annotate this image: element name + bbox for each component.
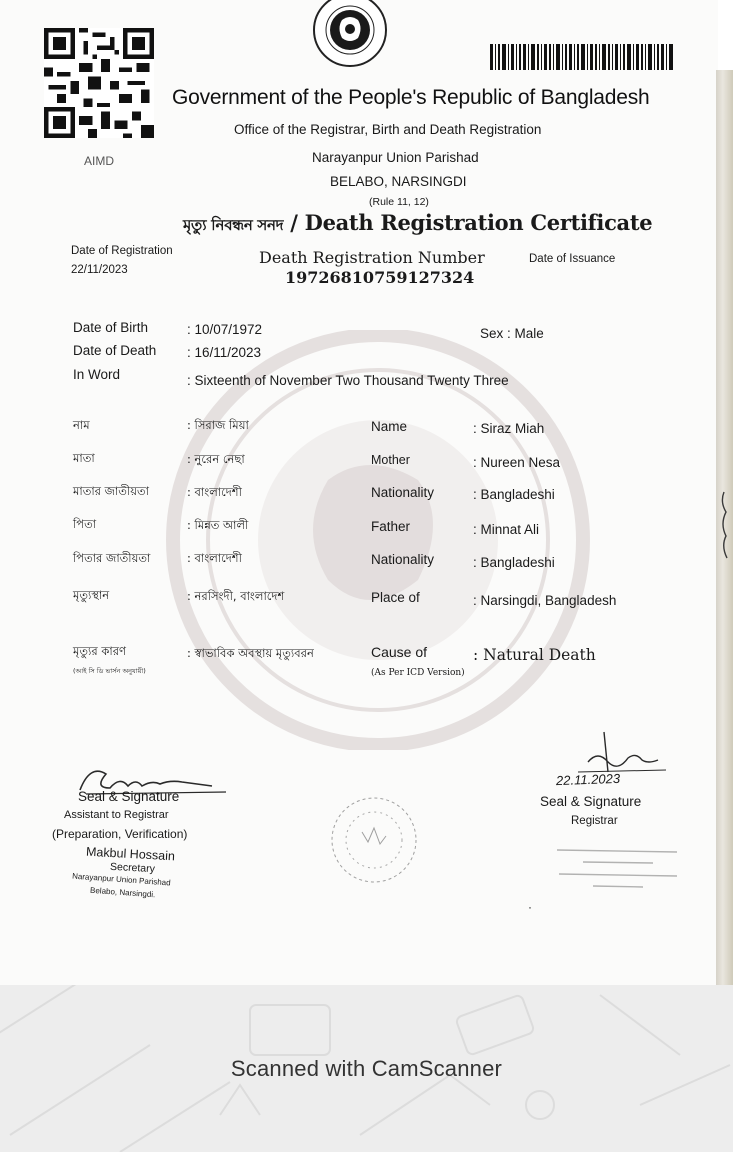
- mother-value: : Nureen Nesa: [473, 455, 561, 470]
- icd-version-note: (As Per ICD Version): [371, 668, 465, 678]
- bangla-name-label: নাম: [73, 418, 90, 432]
- certificate-title-bangla: মৃত্যু নিবন্ধন সনদ: [183, 216, 284, 234]
- certificate-title: [183, 210, 652, 239]
- place-of-death-label: Place of: [371, 590, 420, 605]
- stamp-organization: Narayanpur Union Parishad: [71, 871, 171, 888]
- union-parishad: Narayanpur Union Parishad: [312, 150, 479, 165]
- place-of-death-value: : Narsingdi, Bangladesh: [473, 593, 617, 608]
- office-location: BELABO, NARSINGDI: [330, 174, 467, 189]
- edge-handwriting-icon: [716, 490, 733, 570]
- bangla-place-of-death-value: : নরসিংদী, বাংলাদেশ: [187, 589, 285, 603]
- stamp-place: Belabo, Narsingdi.: [89, 885, 156, 900]
- registration-date-label: Date of Registration: [71, 245, 173, 257]
- bangla-mother-nationality-value: : বাংলাদেশী: [187, 485, 242, 499]
- cause-of-death-label: Cause of: [371, 644, 428, 660]
- registrar-signature-date: 22.11.2023: [555, 770, 621, 789]
- bangla-mother-label: মাতা: [73, 451, 95, 465]
- father-nationality-label: Nationality: [371, 552, 435, 567]
- scanner-watermark-text: Scanned with CamScanner: [230, 1056, 503, 1081]
- bangla-cause-of-death-label: মৃত্যুর কারণ: [73, 644, 126, 658]
- watermark-seal-icon: [148, 330, 608, 750]
- cause-of-death-value: : Natural Death: [473, 646, 596, 664]
- date-of-death-value: : 16/11/2023: [187, 345, 262, 360]
- bangla-place-of-death-label: মৃত্যুস্থান: [73, 588, 110, 602]
- sex-field: Sex : Male: [480, 326, 544, 341]
- registrar-seal-signature: Seal & Signature: [540, 794, 642, 809]
- office-seal-icon: [320, 792, 428, 888]
- bangla-father-value: : মিন্নত আলী: [187, 518, 249, 532]
- mother-nationality-value: : Bangladeshi: [473, 487, 555, 502]
- mother-label: Mother: [371, 453, 410, 467]
- name-value: : Siraz Miah: [473, 421, 545, 436]
- father-label: Father: [371, 519, 411, 534]
- barcode-icon: [490, 44, 674, 70]
- date-of-birth-value: : 10/07/1972: [187, 322, 263, 337]
- name-label: Name: [371, 419, 408, 434]
- bangla-name-value: : সিরাজ মিয়া: [187, 418, 249, 432]
- bangla-father-nationality-label: পিতার জাতীয়তা: [73, 551, 151, 565]
- bangla-mother-nationality-label: মাতার জাতীয়তা: [73, 484, 149, 498]
- stamp-title: Secretary: [109, 860, 156, 876]
- stray-mark: ·: [528, 900, 532, 914]
- stamp-name: Makbul Hossain: [85, 844, 176, 864]
- in-word-label: In Word: [73, 367, 121, 382]
- bangla-icd-note: (আই সি ডি ভার্সন অনুযায়ী): [73, 667, 146, 675]
- father-nationality-value: : Bangladeshi: [473, 555, 555, 570]
- qr-code-label: AIMD: [84, 154, 114, 168]
- certificate-title-separator: /: [283, 210, 305, 235]
- registrar-title: Registrar: [571, 815, 618, 827]
- rule-reference: (Rule 11, 12): [369, 196, 429, 208]
- assistant-seal-signature: Seal & Signature: [78, 789, 180, 804]
- death-registration-number-value: 19726810759127324: [285, 268, 475, 287]
- mother-nationality-label: Nationality: [371, 485, 435, 500]
- bangla-cause-of-death-value: : স্বাভাবিক অবস্থায় মৃত্যুবরন: [187, 646, 314, 660]
- date-of-death-label: Date of Death: [73, 343, 157, 358]
- assistant-title: Assistant to Registrar: [64, 809, 169, 821]
- certificate-title-english: Death Registration Certificate: [304, 210, 653, 235]
- bangla-father-label: পিতা: [73, 517, 97, 531]
- date-of-birth-label: Date of Birth: [73, 320, 149, 335]
- in-word-value: : Sixteenth of November Two Thousand Twenty Three: [187, 373, 509, 388]
- bangladesh-government-emblem-icon: [306, 0, 394, 68]
- registrar-office: Office of the Registrar, Birth and Death Registration: [234, 122, 542, 137]
- assistant-role: (Preparation, Verification): [52, 827, 188, 841]
- issuance-date-label: Date of Issuance: [529, 253, 616, 265]
- death-registration-number-label: Death Registration Number: [259, 248, 485, 267]
- registration-date-value: 22/11/2023: [71, 264, 128, 276]
- father-value: : Minnat Ali: [473, 522, 540, 537]
- registrar-stamp-icon: [553, 842, 683, 892]
- qr-code-icon: [44, 28, 154, 138]
- bangla-father-nationality-value: : বাংলাদেশী: [187, 551, 242, 565]
- bangla-mother-value: : নুরেন নেছা: [187, 452, 245, 466]
- government-title: Government of the People's Republic of Bangladesh: [172, 86, 650, 109]
